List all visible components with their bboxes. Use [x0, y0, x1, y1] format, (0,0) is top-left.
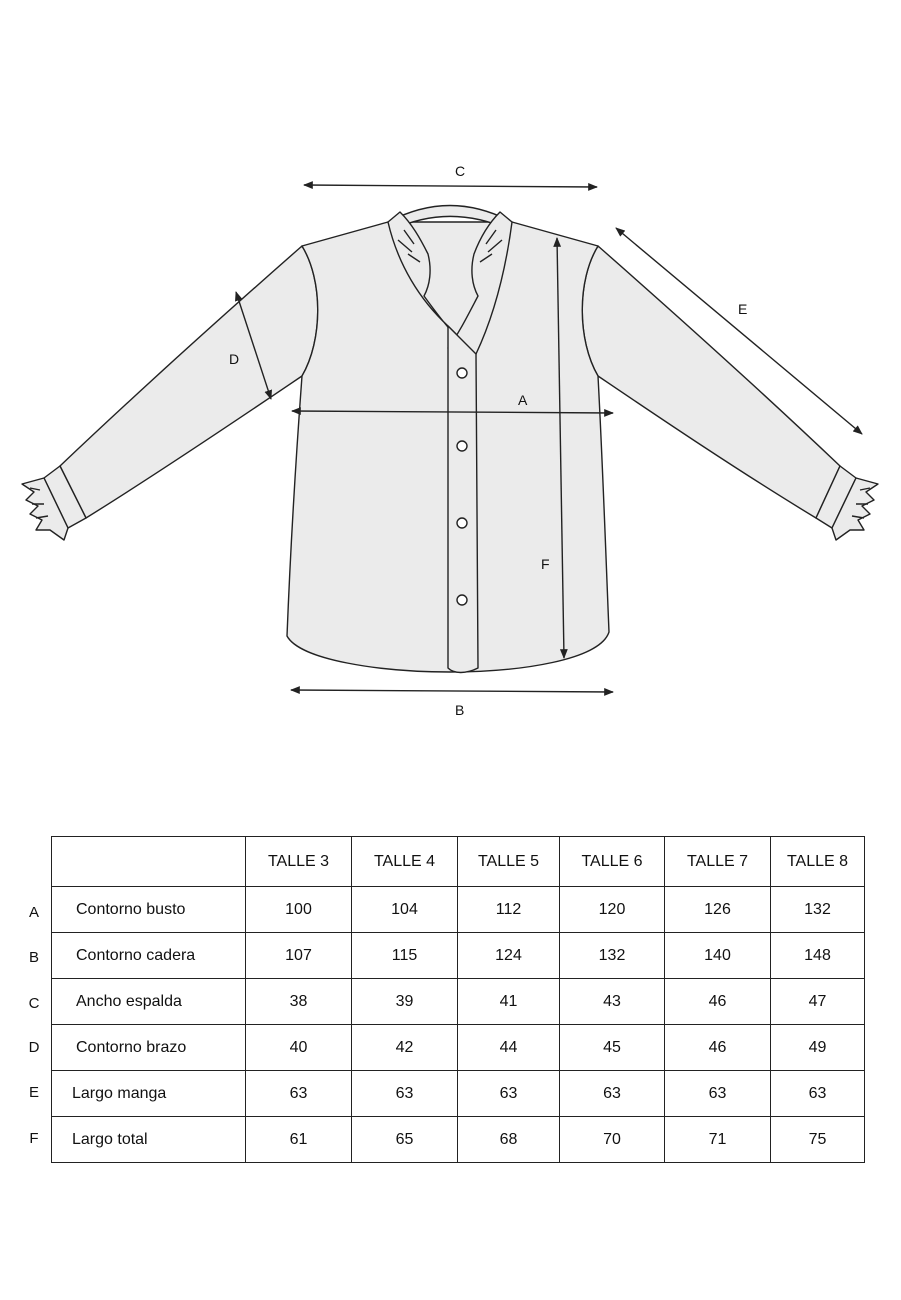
measure-label: Contorno cadera — [52, 933, 246, 979]
header-talle-3: TALLE 3 — [246, 837, 352, 887]
table-cell: 148 — [771, 933, 865, 979]
measure-label: Largo manga — [52, 1071, 246, 1117]
label-c: C — [455, 163, 466, 179]
table-cell: 46 — [665, 1025, 771, 1071]
table-cell: 46 — [665, 979, 771, 1025]
table-cell: 68 — [458, 1117, 560, 1163]
table-row — [52, 1071, 865, 1117]
measure-label: Largo total — [52, 1117, 246, 1163]
table-cell: 75 — [771, 1117, 865, 1163]
button-4 — [457, 595, 467, 605]
table-row — [52, 933, 865, 979]
table-cell: 42 — [352, 1025, 458, 1071]
label-b: B — [455, 702, 465, 718]
label-d: D — [229, 351, 240, 367]
measure-label: Contorno busto — [52, 887, 246, 933]
table-row — [52, 979, 865, 1025]
table-cell: 71 — [665, 1117, 771, 1163]
header-talle-7: TALLE 7 — [665, 837, 771, 887]
table-cell: 107 — [246, 933, 352, 979]
table-row — [52, 1117, 865, 1163]
row-key-e: E — [28, 1084, 39, 1101]
table-cell: 47 — [771, 979, 865, 1025]
size-table-section — [0, 836, 901, 1166]
table-cell: 61 — [246, 1117, 352, 1163]
table-cell: 132 — [560, 933, 665, 979]
header-talle-5: TALLE 5 — [458, 837, 560, 887]
table-row — [52, 887, 865, 933]
table-cell: 65 — [352, 1117, 458, 1163]
table-cell: 112 — [458, 887, 560, 933]
button-1 — [457, 368, 467, 378]
label-f: F — [541, 556, 550, 572]
table-cell: 115 — [352, 933, 458, 979]
measure-label: Contorno brazo — [52, 1025, 246, 1071]
table-cell: 63 — [352, 1071, 458, 1117]
arrow-b — [291, 690, 613, 692]
table-row — [52, 1025, 865, 1071]
label-e: E — [738, 301, 748, 317]
shirt-body-group — [22, 206, 878, 673]
size-table — [51, 836, 865, 1163]
right-sleeve — [582, 246, 840, 518]
table-cell: 140 — [665, 933, 771, 979]
table-cell: 63 — [458, 1071, 560, 1117]
table-cell: 132 — [771, 887, 865, 933]
arrow-c — [304, 185, 597, 187]
table-cell: 126 — [665, 887, 771, 933]
table-cell: 120 — [560, 887, 665, 933]
table-cell: 63 — [665, 1071, 771, 1117]
button-3 — [457, 518, 467, 528]
table-cell: 124 — [458, 933, 560, 979]
measure-label: Ancho espalda — [52, 979, 246, 1025]
left-sleeve — [60, 246, 318, 518]
header-talle-6: TALLE 6 — [560, 837, 665, 887]
row-key-c: C — [28, 995, 40, 1012]
table-cell: 70 — [560, 1117, 665, 1163]
row-key-b: B — [28, 949, 39, 966]
table-cell: 100 — [246, 887, 352, 933]
table-header-row — [52, 837, 865, 887]
header-cell-empty — [52, 837, 246, 887]
row-key-d: D — [28, 1039, 40, 1056]
table-cell: 38 — [246, 979, 352, 1025]
table-cell: 63 — [560, 1071, 665, 1117]
table-cell: 45 — [560, 1025, 665, 1071]
label-a: A — [518, 392, 528, 408]
header-talle-8: TALLE 8 — [771, 837, 865, 887]
table-cell: 39 — [352, 979, 458, 1025]
table-cell: 63 — [246, 1071, 352, 1117]
table-cell: 63 — [771, 1071, 865, 1117]
row-key-f: F — [29, 1130, 39, 1147]
table-cell: 44 — [458, 1025, 560, 1071]
header-talle-4: TALLE 4 — [352, 837, 458, 887]
table-cell: 104 — [352, 887, 458, 933]
table-cell: 49 — [771, 1025, 865, 1071]
table-cell: 43 — [560, 979, 665, 1025]
table-cell: 41 — [458, 979, 560, 1025]
row-key-a: A — [28, 904, 39, 921]
button-2 — [457, 441, 467, 451]
table-cell: 40 — [246, 1025, 352, 1071]
